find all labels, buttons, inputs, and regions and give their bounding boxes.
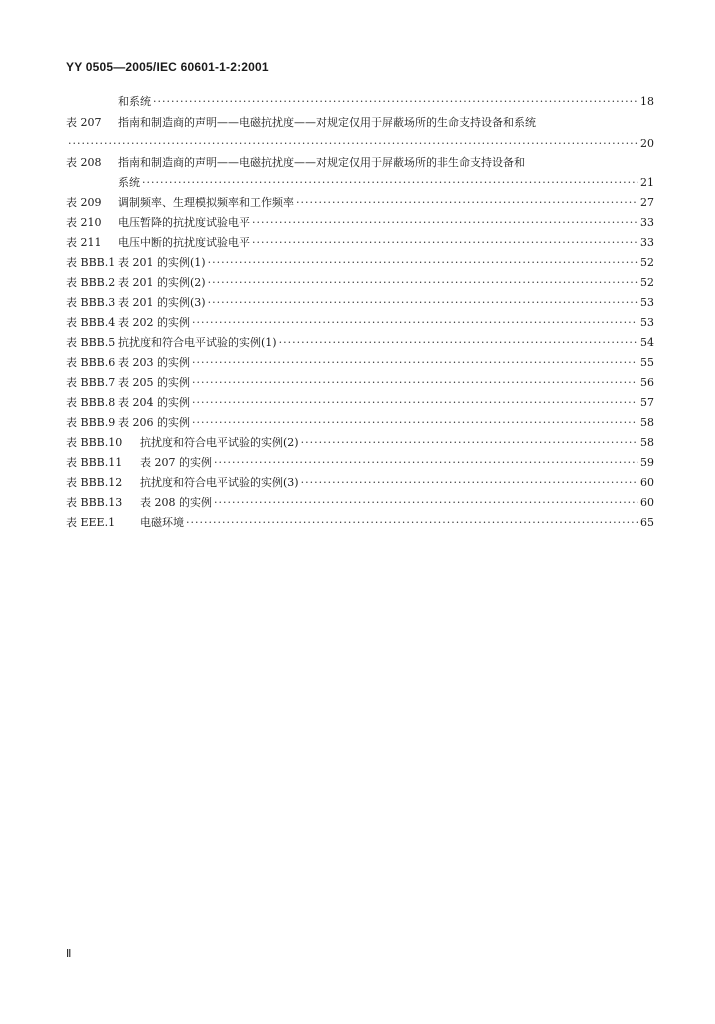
toc-entry — [66, 193, 654, 213]
entry-number: 表 EEE.1 — [66, 516, 116, 529]
toc-entry — [66, 113, 654, 133]
entry-number: 表 BBB.11 — [66, 456, 123, 469]
leader-dots — [294, 193, 638, 213]
entry-number: 表 BBB.5 — [66, 336, 116, 349]
entry-title: 电压暂降的抗扰度试验电平 — [118, 216, 250, 229]
leader-dots — [184, 513, 638, 533]
leader-dots — [190, 353, 638, 373]
entry-title: 表 205 的实例 — [118, 376, 190, 389]
leader-dots — [151, 92, 638, 112]
leader-dots — [299, 433, 638, 453]
toc-entry-continued — [66, 134, 654, 154]
entry-title: 表 201 的实例(2) — [118, 276, 206, 289]
toc-entry — [66, 353, 654, 373]
entry-number: 表 207 — [66, 116, 102, 129]
entry-title-continued: 系统 — [118, 176, 140, 189]
entry-title: 指南和制造商的声明——电磁抗扰度——对规定仅用于屏蔽场所的生命支持设备和系统 — [118, 116, 536, 129]
leader-dots — [206, 293, 638, 313]
entry-title: 抗扰度和符合电平试验的实例(1) — [118, 336, 277, 349]
entry-title: 表 208 的实例 — [140, 496, 212, 509]
entry-page: 58 — [640, 416, 654, 429]
leader-dots — [299, 473, 638, 493]
toc-entry — [66, 293, 654, 313]
entry-page: 52 — [640, 256, 654, 269]
entry-page: 33 — [640, 216, 654, 229]
leader-dots — [250, 213, 638, 233]
leader-dots — [190, 313, 638, 333]
entry-page: 56 — [640, 376, 654, 389]
leader-dots — [212, 493, 638, 513]
entry-page: 55 — [640, 356, 654, 369]
entry-title: 指南和制造商的声明——电磁抗扰度——对规定仅用于屏蔽场所的非生命支持设备和 — [118, 156, 525, 169]
entry-title: 表 202 的实例 — [118, 316, 190, 329]
toc-entry — [66, 153, 654, 173]
toc-entry — [66, 333, 654, 353]
leader-dots — [212, 453, 638, 473]
leader-dots — [206, 253, 638, 273]
toc-entry — [66, 373, 654, 393]
entry-title: 表 206 的实例 — [118, 416, 190, 429]
entry-number: 表 BBB.6 — [66, 356, 116, 369]
entry-title: 表 204 的实例 — [118, 396, 190, 409]
entry-page: 60 — [640, 496, 654, 509]
entry-number: 表 210 — [66, 216, 102, 229]
document-header: YY 0505—2005/IEC 60601-1-2:2001 — [66, 60, 269, 74]
toc-entry — [66, 273, 654, 293]
entry-number: 表 BBB.12 — [66, 476, 123, 489]
toc-entry — [66, 473, 654, 493]
leader-dots — [206, 273, 638, 293]
toc-entry — [66, 493, 654, 513]
entry-page: 27 — [640, 196, 654, 209]
entry-page: 53 — [640, 296, 654, 309]
entry-page: 65 — [640, 516, 654, 529]
toc-entry-continued — [66, 173, 654, 193]
leader-dots — [190, 373, 638, 393]
entry-number: 表 BBB.4 — [66, 316, 116, 329]
entry-title: 表 201 的实例(3) — [118, 296, 206, 309]
entry-number: 表 BBB.7 — [66, 376, 116, 389]
entry-number: 表 211 — [66, 236, 102, 249]
toc-entry — [66, 92, 654, 112]
entry-title: 电磁环境 — [140, 516, 184, 529]
leader-dots — [190, 413, 638, 433]
entry-number: 表 BBB.1 — [66, 256, 116, 269]
entry-title: 和系统 — [118, 95, 151, 108]
entry-page: 60 — [640, 476, 654, 489]
entry-title: 表 203 的实例 — [118, 356, 190, 369]
toc-entry — [66, 433, 654, 453]
entry-number: 表 BBB.10 — [66, 436, 123, 449]
entry-number: 表 BBB.2 — [66, 276, 116, 289]
toc-entry — [66, 413, 654, 433]
leader-dots — [250, 233, 638, 253]
leader-dots — [66, 134, 638, 154]
entry-page: 53 — [640, 316, 654, 329]
entry-number: 表 BBB.9 — [66, 416, 116, 429]
entry-number: 表 BBB.13 — [66, 496, 123, 509]
entry-page: 59 — [640, 456, 654, 469]
toc-entry — [66, 213, 654, 233]
page-number: Ⅱ — [66, 948, 72, 960]
entry-page: 33 — [640, 236, 654, 249]
entry-title: 表 207 的实例 — [140, 456, 212, 469]
entry-title: 表 201 的实例(1) — [118, 256, 206, 269]
toc-entry — [66, 253, 654, 273]
toc-entry — [66, 453, 654, 473]
entry-page: 20 — [640, 137, 654, 150]
toc-entry — [66, 393, 654, 413]
entry-number: 表 BBB.3 — [66, 296, 116, 309]
entry-page: 58 — [640, 436, 654, 449]
entry-title: 抗扰度和符合电平试验的实例(3) — [140, 476, 299, 489]
entry-page: 57 — [640, 396, 654, 409]
entry-number: 表 BBB.8 — [66, 396, 116, 409]
entry-title: 调制频率、生理模拟频率和工作频率 — [118, 196, 294, 209]
entry-page: 54 — [640, 336, 654, 349]
toc-entry — [66, 513, 654, 533]
entry-page: 52 — [640, 276, 654, 289]
toc-entry — [66, 233, 654, 253]
entry-page: 18 — [640, 95, 654, 108]
entry-title: 电压中断的抗扰度试验电平 — [118, 236, 250, 249]
entry-title: 抗扰度和符合电平试验的实例(2) — [140, 436, 299, 449]
entry-number: 表 208 — [66, 156, 102, 169]
entry-page: 21 — [640, 176, 654, 189]
leader-dots — [190, 393, 638, 413]
leader-dots — [277, 333, 638, 353]
entry-number: 表 209 — [66, 196, 102, 209]
leader-dots — [140, 173, 638, 193]
toc-entry — [66, 313, 654, 333]
